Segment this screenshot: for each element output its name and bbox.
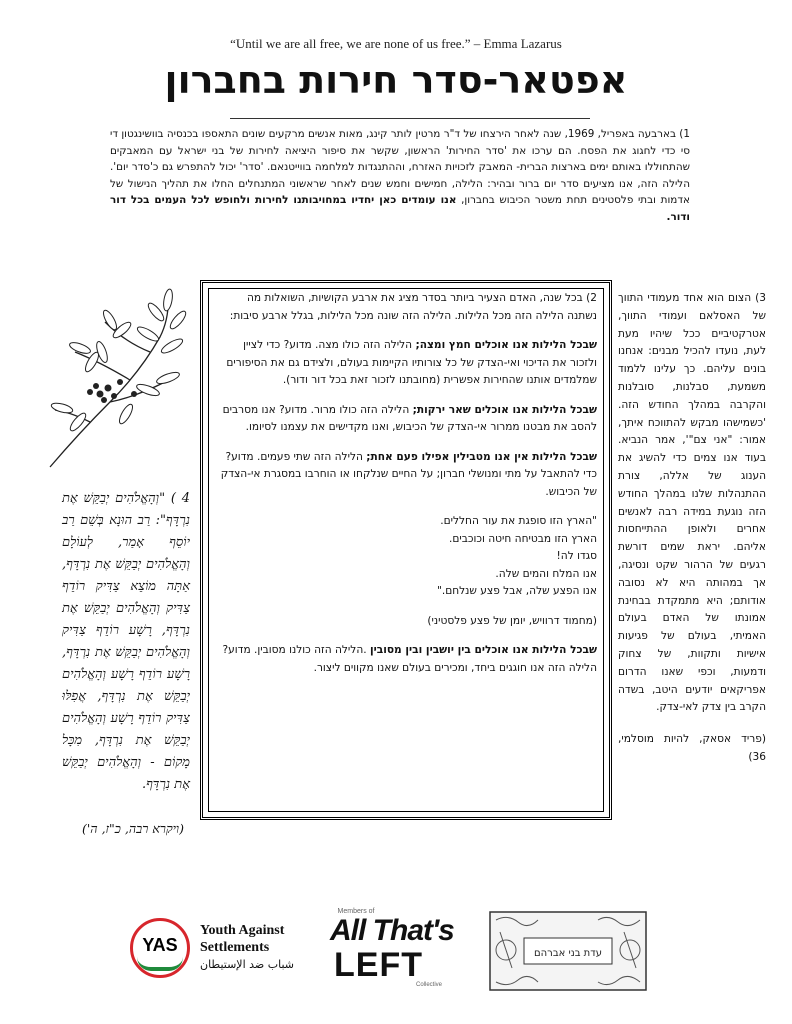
title-underline: [230, 118, 590, 119]
intro-lead: 1) בארבעה באפריל, 1969, שנה לאחר הירצחו של ד"ר מרטין לותר קינג, מאות אנשים מרקעים שונים התאספו בכנסיה בוושינגטון די סי כדי לחגוג את הפסח. הם ערכו את 'סדר החירות' הראשון, שקשר את סיפור היציאה לחירות של בני ישראל עם המאבקים שהתחוללו באותם ימים בארצות הברית- המאבק לזכויות האזרח, וההתנגדות למלחמה בווייטנאם. 'סדר' יכול להתפרש גם כ'סדר יום'. הלילה הזה, אנו מציעים סדר יום ברור ובהיר: הלילה, חמישים וחמש שנים לאחר שראשוני המתנחלים החלו את תהליך הנישול של אדמות ובתי פלסטינים תחת משטר הכיבוש בחברון,: [110, 128, 690, 206]
poem-line: "הארץ הזו סופגת את עור החללים.: [440, 515, 597, 527]
question-4-head: שבכל הלילות אנו אוכלים בין יושבין ובין מסובין: [369, 644, 597, 656]
box-intro: 2) בכל שנה, האדם הצעיר ביותר בסדר מציג את ארבע הקושיות, השואלות מה נשתנה הלילה הזה מכל הלילות. הלילה הזה שונה מכל הלילות, בגלל ארבע סיבות:: [229, 292, 597, 322]
intro-bold: אנו עומדים כאן יחדיו במחויבותנו לחירות ולחופש לכל העמים בכל דור ודור.: [110, 194, 690, 223]
yas-arabic: شباب ضد الإستيطان: [200, 958, 294, 971]
poem-line: הארץ הזו מבטיחה חיטה וכוכבים.: [449, 532, 597, 545]
epigraph-quote: “Until we are all free, we are none of us free.” – Emma Lazarus: [230, 36, 562, 51]
yas-emblem-icon: [130, 918, 190, 978]
bna-text: עדת בני אברהם: [534, 948, 602, 959]
left-left: LEFT: [334, 946, 423, 984]
question-2-head: שבכל הלילות אנו אוכלים שאר ירקות;: [412, 403, 597, 416]
darwish-poem: [215, 513, 597, 601]
question-4: [215, 642, 597, 677]
left-members: Members of: [337, 908, 375, 915]
question-3-body: הלילה הזה שתי פעמים. מדוע? כדי להתאבל על מתי ומנושלי חברון; על החיים שנלקחו או הוחרבו במסגרת אי-הצדק של הכיבוש.: [220, 450, 597, 498]
yas-green-arc: [137, 957, 183, 971]
poem-line: אנו הפצע שלה, אבל פצע שנלחם.": [436, 585, 597, 597]
left-column: [62, 488, 190, 840]
right-column: [618, 290, 766, 767]
question-1: [215, 337, 597, 390]
page-title: אפטאר-סדר חירות בחברון: [164, 58, 628, 102]
question-2-body: הלילה הזה כולו מרור. מדוע? אנו מסרבים להסב את מבטנו ממרור אי-הצדק של הכיבוש, ואנו מקדישים את עצמנו לסיומו.: [222, 403, 597, 433]
poem-source: (מחמוד דרוויש, יומן של פצע פלסטיני): [427, 614, 597, 627]
right-column-attribution: (פריד אסאק, להיות מוסלמי, 36): [618, 733, 766, 763]
four-questions-text: [215, 290, 597, 689]
right-column-text: 3) הצום הוא אחד מעמודי התווך של האסלאם ועמודי התווך, אטרקטיביים ככל שיהיו מעת לעת, נועדו להכיל מבנים: אנחנו בונים עליהם. כך עלינו ללמוד משמעת, סבלנות, סובלנות והקרבה במהלך החודש הזה. 'כשמישהו מבקש להתווכח איתך, אמור: "אני צם"', אמר הנביא. בעוד אנו צמים כדי להשיג את הענוג של אללה, צורת ההתנהלות שלנו במהלך החודש הזה נוגעת במידה רבה לאנשים אחרים ולאופן ההתייחסות אליהם. יראת שמים דורשת רגעים של הרהור שקט ונסיגה, אך במהותה היא לא נסובה אודותם; היא מתמקדת בבחינת אמונתו של האדם בעולם האמיתי, בעולם של פגיעות אישיות ותקוות, של צחוק ודמעות, וכפי שאנו הדרום אפריקאים יודעים היטב, בשדה הקרב בין צדק לאי-צדק.: [618, 292, 766, 714]
poem-line: אנו המלח והמים שלה.: [495, 567, 597, 580]
yas-short: YAS: [142, 935, 178, 955]
yas-logo: [130, 918, 308, 980]
question-1-body: הלילה הזה כולו מצה. מדוע? כדי לציין ולזכור את הדיכוי ואי-הצדק של כל צורותיו הקיימות בעולם, ולצידם גם את הסיפורים שמלמדים אותנו שהחירות אפשרית (מחובתנו לזכור זאת בכל דור ודור).: [226, 339, 597, 386]
left-collective: Collective: [416, 982, 443, 988]
intro-paragraph: [110, 126, 690, 225]
question-2: [215, 402, 597, 437]
olive-branch-icon: [40, 282, 192, 472]
question-4-body: .הלילה הזה כולנו מסובין. מדוע? הלילה הזה אנו חוגגים ביחד, ומכירים בעולם שאנו מקווים ליצור.: [222, 644, 597, 674]
question-1-head: שבכל הלילות אנו אוכלים חמץ ומצה;: [415, 339, 597, 351]
yas-name: Youth Against Settlements: [200, 923, 285, 955]
left-all: All That's: [330, 914, 454, 947]
bnei-avraham-logo-icon: [488, 910, 648, 992]
question-3-head: שבכל הלילות אין אנו מטבילין אפילו פעם אחת;: [366, 450, 597, 463]
all-thats-left-logo: [326, 908, 478, 990]
midrash-text: 4 ) "וְהָאֱלֹהִים יְבַקֵּשׁ אֶת נִרְדָּף": רַב הוּנָא בְּשֵׁם רַב יוֹסֵף אָמַר, לְעוֹלָם וְהָאֱלֹהִים יְבַקֵּשׁ אֶת נִרְדָּף, אַתָּה מוֹצֵא צַדִּיק רוֹדֵף צַדִּיק וְהָאֱלֹהִים יְבַקֵּשׁ אֶת נִרְדָּף, רָשָׁע רוֹדֵף צַדִּיק וְהָאֱלֹהִים יְבַקֵּשׁ אֶת נִרְדָּף, רָשָׁע רוֹדֵף רָשָׁע וְהָאֱלֹהִים יְבַקֵּשׁ אֶת נִרְדָּף, אֲפִלּוּ צַדִּיק רוֹדֵף רָשָׁע וְהָאֱלֹהִים יְבַקֵּשׁ אֶת נִרְדָּף, מִכָּל מָקוֹם - וְהָאֱלֹהִים יְבַקֵּשׁ אֶת נִרְדָּף.: [62, 491, 190, 792]
poem-line: סגדו לה!: [556, 550, 597, 562]
midrash-source: (ויקרא רבה, כ"ז, ה'): [81, 821, 184, 836]
question-3: [215, 449, 597, 502]
